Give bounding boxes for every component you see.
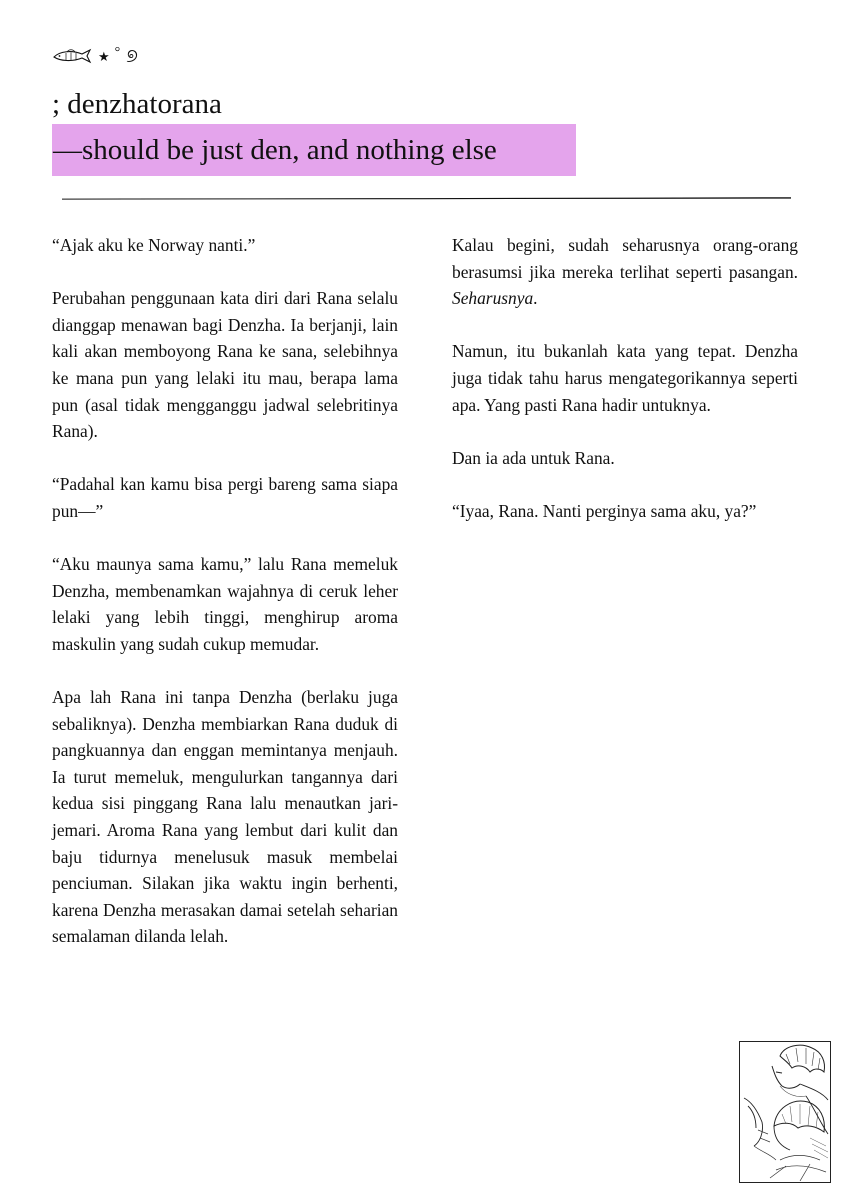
manga-illustration (739, 1041, 831, 1183)
star-icon: ★ (98, 48, 110, 64)
fish-icon (52, 48, 94, 64)
paragraph: Namun, itu bukanlah kata yang tepat. Denzha juga tidak tahu harus mengategorikannya seperti apa. Yang pasti Rana hadir untuknya. (452, 341, 798, 415)
paragraph (452, 232, 798, 312)
paragraph-end: . (533, 288, 538, 309)
paragraph: Perubahan penggunaan kata diri dari Rana selalu dianggap menawan bagi Denzha. Ia berjanji, lain kali akan memboyong Rana ke sana, selebihnya ke mana pun yang lelaki itu mau, berapa lama pun (asal tidak mengganggu jadwal selebritinya Rana). (52, 288, 398, 442)
page-subtitle: —should be just den, and nothing else (52, 124, 576, 176)
ring-icon: ° (114, 45, 121, 60)
italic-word: Seharusnya (452, 288, 534, 309)
paragraph: “Ajak aku ke Norway nanti.” (52, 235, 256, 255)
paragraph: Dan ia ada untuk Rana. (452, 447, 615, 468)
divider-rule (62, 196, 791, 200)
paragraph: Apa lah Rana ini tanpa Denzha (berlaku juga sebaliknya). Denzha membiarkan Rana duduk di pangkuannya dan enggan memintanya menjauh. Ia turut memeluk, mengulurkan tangannya dari kedua sisi pinggang Rana lalu menautkan jari-jemari. Aroma Rana yang lembut dari kulit dan baju tidurnya menelusuk masuk membelai penciuman. Silakan jika waktu ingin berhenti, karena Denzha merasakan damai setelah seharian semalaman dilanda lelah. (52, 687, 398, 947)
header-decoration (52, 42, 138, 70)
paragraph: “Padahal kan kamu bisa pergi bareng sama siapa pun—” (52, 474, 398, 521)
curl-icon: ୭ (126, 45, 138, 67)
manga-couple-illustration-icon (740, 1042, 829, 1181)
paragraph: “Iyaa, Rana. Nanti perginya sama aku, ya?” (452, 500, 757, 521)
right-column (452, 232, 798, 525)
paragraph: “Aku maunya sama kamu,” lalu Rana memeluk Denzha, membenamkan wajahnya di ceruk leher lelaki yang lebih tinggi, menghirup aroma maskulin yang sudah cukup memudar. (52, 554, 398, 654)
left-column (52, 232, 398, 950)
paragraph-text: Kalau begini, sudah seharusnya orang-orang berasumsi jika mereka terlihat seperti pasangan. (452, 235, 798, 282)
page-title: ; denzhatorana (52, 88, 222, 120)
